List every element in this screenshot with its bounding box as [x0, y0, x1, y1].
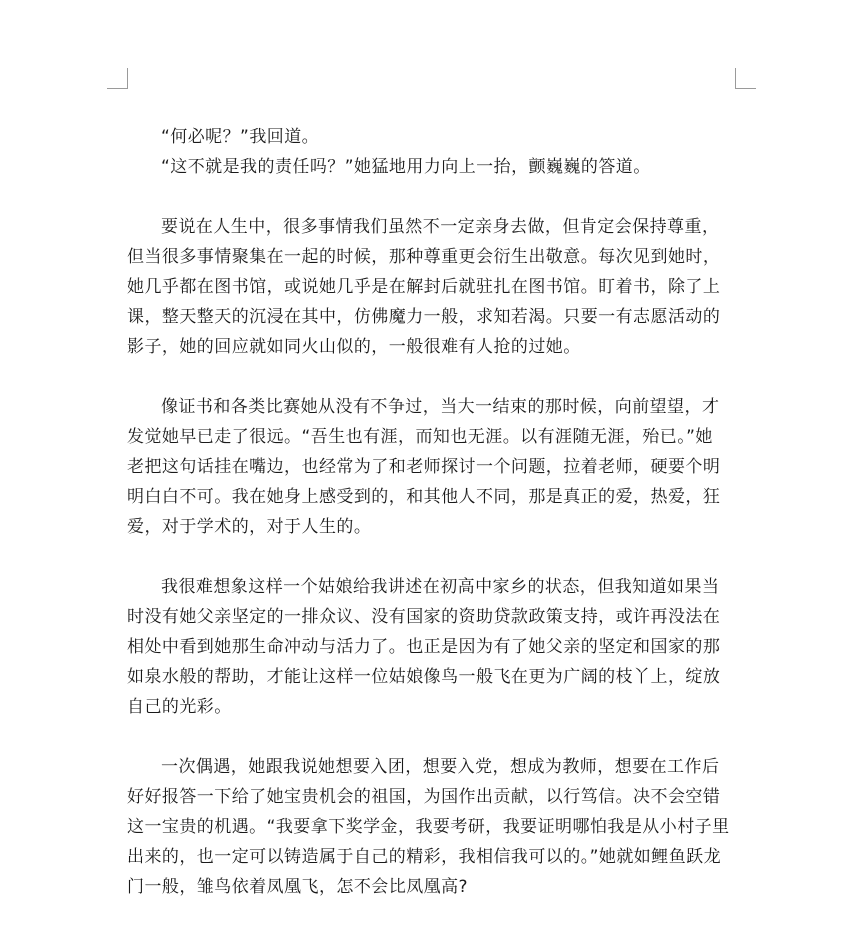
- paragraph-line: 发觉她早已走了很远。“吾生也有涯，而知也无涯。以有涯随无涯，殆已。”她: [127, 427, 713, 447]
- paragraph-line: 要说在人生中，很多事情我们虽然不一定亲身去做，但肯定会保持尊重，: [161, 217, 720, 237]
- paragraph-line: 这一宝贵的机遇。“我要拿下奖学金，我要考研，我要证明哪怕我是从小村子里: [127, 817, 730, 837]
- paragraph-line: 老把这句话挂在嘴边，也经常为了和老师探讨一个问题，拉着老师，硬要个明: [127, 457, 721, 477]
- paragraph-line: 我很难想象这样一个姑娘给我讲述在初高中家乡的状态，但我知道如果当: [161, 577, 720, 597]
- paragraph-line: 一次偶遇，她跟我说她想要入团，想要入党，想成为教师，想要在工作后: [161, 757, 720, 777]
- paragraph: [127, 212, 747, 362]
- crop-mark-top-left: [107, 68, 128, 89]
- paragraph-line: 爱，对于学术的，对于人生的。: [127, 517, 372, 537]
- paragraph-line: 课，整天整天的沉浸在其中，仿佛魔力一般，求知若渴。只要一有志愿活动的: [127, 307, 721, 327]
- dialogue-line: “这不就是我的责任吗？”她猛地用力向上一抬，颤巍巍的答道。: [161, 157, 651, 177]
- paragraph-line: 门一般，雏鸟依着凤凰飞，怎不会比凤凰高?: [127, 877, 469, 897]
- paragraph-line: 明白白不可。我在她身上感受到的，和其他人不同，那是真正的爱，热爱，狂: [127, 487, 721, 507]
- paragraph-line: 像证书和各类比赛她从没有不争过，当大一结束的那时候，向前望望，才: [161, 397, 720, 417]
- document-body: [127, 122, 747, 932]
- paragraph-line: 影子，她的回应就如同火山似的，一般很难有人抢的过她。: [127, 337, 581, 357]
- dialogue-block: [127, 122, 747, 182]
- paragraph: [127, 572, 747, 722]
- paragraph-line: 自己的光彩。: [127, 697, 232, 717]
- paragraph-line: 好好报答一下给了她宝贵机会的祖国，为国作出贡献，以行笃信。决不会空错: [127, 787, 721, 807]
- dialogue-line: “何必呢？”我回道。: [161, 127, 320, 147]
- paragraph: [127, 752, 747, 902]
- paragraph-line: 相处中看到她那生命冲动与活力了。也正是因为有了她父亲的坚定和国家的那: [127, 637, 721, 657]
- paragraph-line: 她几乎都在图书馆，或说她几乎是在解封后就驻扎在图书馆。盯着书，除了上: [127, 277, 721, 297]
- paragraph-line: 时没有她父亲坚定的一排众议、没有国家的资助贷款政策支持，或许再没法在: [127, 607, 721, 627]
- crop-mark-top-right: [735, 68, 756, 89]
- paragraph: [127, 392, 747, 542]
- paragraph-line: 如泉水般的帮助，才能让这样一位姑娘像鸟一般飞在更为广阔的枝丫上，绽放: [127, 667, 721, 687]
- paragraph-line: 但当很多事情聚集在一起的时候，那种尊重更会衍生出敬意。每次见到她时，: [127, 247, 721, 267]
- paragraph-line: 出来的，也一定可以铸造属于自己的精彩，我相信我可以的。”她就如鲤鱼跃龙: [127, 847, 722, 867]
